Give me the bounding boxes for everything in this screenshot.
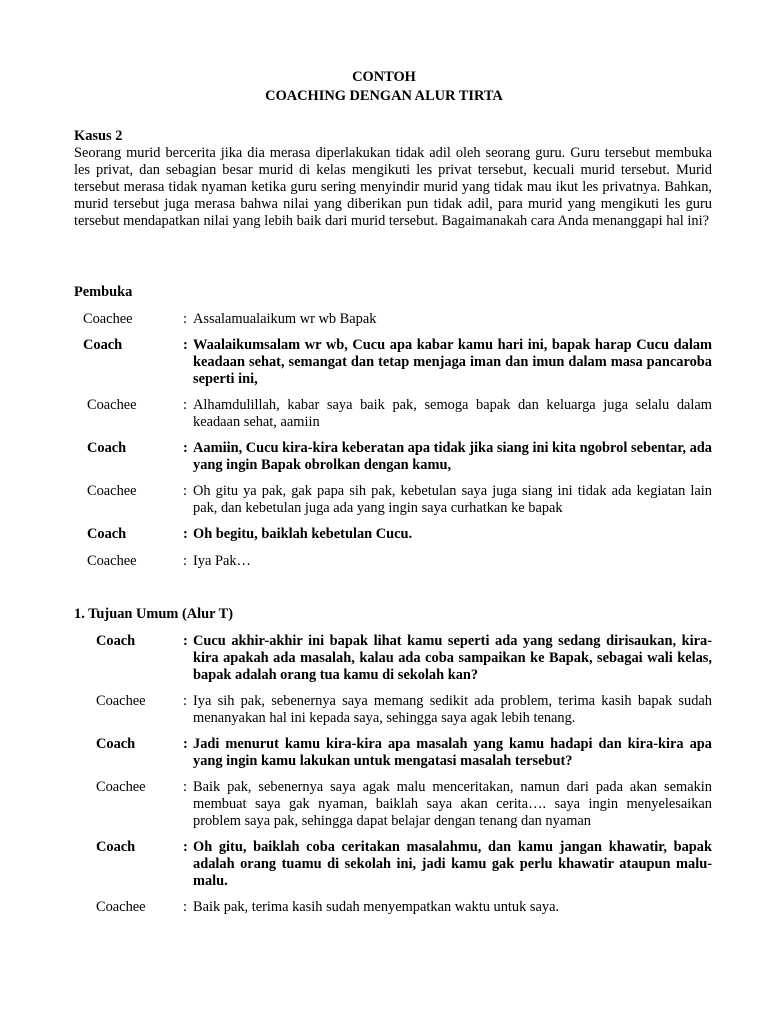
separator-colon: :: [183, 736, 188, 752]
utterance: Oh gitu ya pak, gak papa sih pak, kebetulan saya juga siang ini tidak ada kegiatan lain pak, dan kebetulan juga ada yang ingin saya curhatkan ke bapak: [193, 483, 712, 516]
document-title: [0, 69, 768, 107]
separator-colon: :: [183, 397, 187, 413]
utterance: Jadi menurut kamu kira-kira apa masalah yang kamu hadapi dan kira-kira apa yang ingin kamu lakukan untuk mengatasi masalah tersebut?: [193, 736, 712, 769]
section-heading-tujuan-umum: 1. Tujuan Umum (Alur T): [74, 606, 234, 622]
separator-colon: :: [183, 440, 188, 456]
case-block: [74, 128, 712, 230]
separator-colon: :: [183, 311, 187, 327]
utterance: Baik pak, terima kasih sudah menyempatkan waktu untuk saya.: [193, 899, 560, 915]
case-description: Seorang murid bercerita jika dia merasa diperlakukan tidak adil oleh seorang guru. Guru tersebut membuka les privat, dan sebagian besar murid di kelas mengikuti les privat tersebut, kecuali murid tersebut. Murid tersebut merasa tidak nyaman ketika guru sering menyindir murid yang tidak mau ikut les privatnya. Bahkan, murid tersebut juga merasa bahwa nilai yang diberikan pun tidak adil, para murid yang mengikuti les guru tersebut mendapatkan nilai yang lebih baik dari murid tersebut. Bagaimanakah cara Anda menanggapi hal ini?: [74, 145, 712, 229]
utterance: Cucu akhir-akhir ini bapak lihat kamu seperti ada yang sedang dirisaukan, kira-kira apakah ada masalah, kalau ada coba sampaikan ke Bapak, sebagai wali kelas, bapak adalah orang tua kamu di sekolah kan?: [193, 633, 712, 683]
separator-colon: :: [183, 899, 187, 915]
utterance: Alhamdulillah, kabar saya baik pak, semoga bapak dan keluarga juga selalu dalam keadaan sehat, aamiin: [193, 397, 712, 430]
separator-colon: :: [183, 526, 188, 542]
speaker-label: Coachee: [96, 779, 146, 795]
speaker-label: Coachee: [83, 311, 133, 327]
utterance: Aamiin, Cucu kira-kira keberatan apa tidak jika siang ini kita ngobrol sebentar, ada yang ingin Bapak obrolkan dengan kamu,: [193, 440, 712, 473]
speaker-label: Coach: [83, 337, 123, 353]
case-heading: Kasus 2: [74, 128, 123, 144]
utterance: Waalaikumsalam wr wb, Cucu apa kabar kamu hari ini, bapak harap Cucu dalam keadaan sehat, semangat dan tetap menjaga iman dan imun dalam masa pancaroba seperti ini,: [193, 337, 712, 387]
utterance: Oh gitu, baiklah coba ceritakan masalahmu, dan kamu jangan khawatir, bapak adalah orang tuamu di sekolah ini, jadi kamu gak perlu khawatir ataupun malu-malu.: [193, 839, 712, 889]
speaker-label: Coachee: [87, 397, 137, 413]
speaker-label: Coach: [96, 839, 136, 855]
separator-colon: :: [183, 839, 188, 855]
utterance: Oh begitu, baiklah kebetulan Cucu.: [193, 526, 413, 542]
separator-colon: :: [183, 483, 187, 499]
title-line-2: COACHING DENGAN ALUR TIRTA: [265, 88, 503, 104]
speaker-label: Coachee: [96, 899, 146, 915]
speaker-label: Coachee: [87, 483, 137, 499]
utterance: Baik pak, sebenernya saya agak malu menceritakan, namun dari pada akan semakin membuat saya gak nyaman, baiklah saya akan cerita…. saya ingin menyelesaikan problem saya pak, sehingga dapat belajar dengan tenang dan nyaman: [193, 779, 712, 829]
speaker-label: Coachee: [96, 693, 146, 709]
speaker-label: Coach: [87, 526, 127, 542]
separator-colon: :: [183, 337, 188, 353]
speaker-label: Coach: [87, 440, 127, 456]
speaker-label: Coach: [96, 633, 136, 649]
separator-colon: :: [183, 779, 187, 795]
section-heading-pembuka: Pembuka: [74, 284, 133, 300]
utterance: Iya sih pak, sebenernya saya memang sedikit ada problem, terima kasih bapak sudah menanyakan hal ini kepada saya, sehingga saya agak lebih tenang.: [193, 693, 712, 726]
utterance: Iya Pak…: [193, 553, 251, 569]
separator-colon: :: [183, 633, 188, 649]
speaker-label: Coach: [96, 736, 136, 752]
separator-colon: :: [183, 693, 187, 709]
utterance: Assalamualaikum wr wb Bapak: [193, 311, 377, 327]
title-line-1: CONTOH: [352, 69, 416, 85]
speaker-label: Coachee: [87, 553, 137, 569]
separator-colon: :: [183, 553, 187, 569]
